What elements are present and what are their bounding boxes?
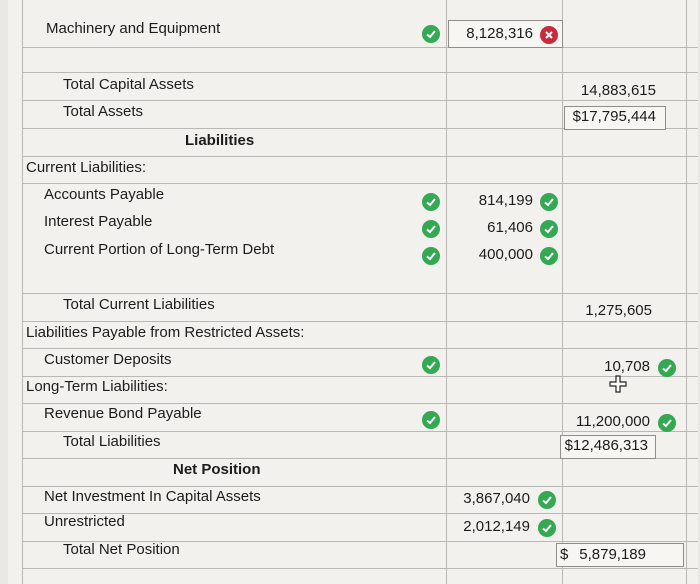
check-icon [422,193,440,211]
heading-liabilities: Liabilities [185,132,255,149]
label-liab-restricted: Liabilities Payable from Restricted Assets: [26,324,305,341]
label-total-net-position: Total Net Position [63,541,180,558]
value-total-net-position: 5,879,189 [579,546,646,563]
value-current-portion-ltd: 400,000 [478,246,533,263]
value-total-assets: $17,795,444 [572,108,656,125]
check-icon [422,220,440,238]
check-icon [538,491,556,509]
dollar-sign: $ [560,546,569,563]
label-unrestricted: Unrestricted [44,513,125,530]
check-icon [658,414,676,432]
check-icon [538,519,556,537]
label-current-portion-ltd: Current Portion of Long-Term Debt [44,241,275,258]
value-customer-deposits: 10,708 [604,358,650,375]
check-icon [422,411,440,429]
label-total-current-liabilities: Total Current Liabilities [63,296,215,313]
label-total-assets: Total Assets [63,103,144,120]
label-machinery: Machinery and Equipment [46,20,221,37]
label-total-liabilities: Total Liabilities [63,433,161,450]
label-long-term-liabilities: Long-Term Liabilities: [26,378,168,395]
label-total-capital-assets: Total Capital Assets [63,76,194,93]
check-icon [540,220,558,238]
label-customer-deposits: Customer Deposits [44,351,172,368]
balance-sheet [8,0,698,584]
label-revenue-bond-payable: Revenue Bond Payable [44,405,202,422]
label-net-investment: Net Investment In Capital Assets [44,488,261,505]
value-accounts-payable: 814,199 [478,192,533,209]
value-net-investment: 3,867,040 [463,490,530,507]
value-revenue-bond-payable: 11,200,000 [576,413,650,430]
value-interest-payable: 61,406 [487,219,533,236]
value-unrestricted: 2,012,149 [463,518,530,535]
label-current-liabilities: Current Liabilities: [26,159,147,176]
check-icon [422,247,440,265]
check-icon [422,25,440,43]
check-icon [658,359,676,377]
value-machinery: 8,128,316 [466,25,533,42]
check-icon [540,193,558,211]
check-icon [540,247,558,265]
plus-cursor-icon [608,374,628,394]
label-interest-payable: Interest Payable [44,213,153,230]
x-icon [540,26,558,44]
value-total-capital-assets: 14,883,615 [580,82,656,99]
heading-net-position: Net Position [173,461,261,478]
label-accounts-payable: Accounts Payable [44,186,165,203]
check-icon [422,356,440,374]
value-total-liabilities: $12,486,313 [564,437,648,454]
value-total-current-liabilities: 1,275,605 [585,302,652,319]
